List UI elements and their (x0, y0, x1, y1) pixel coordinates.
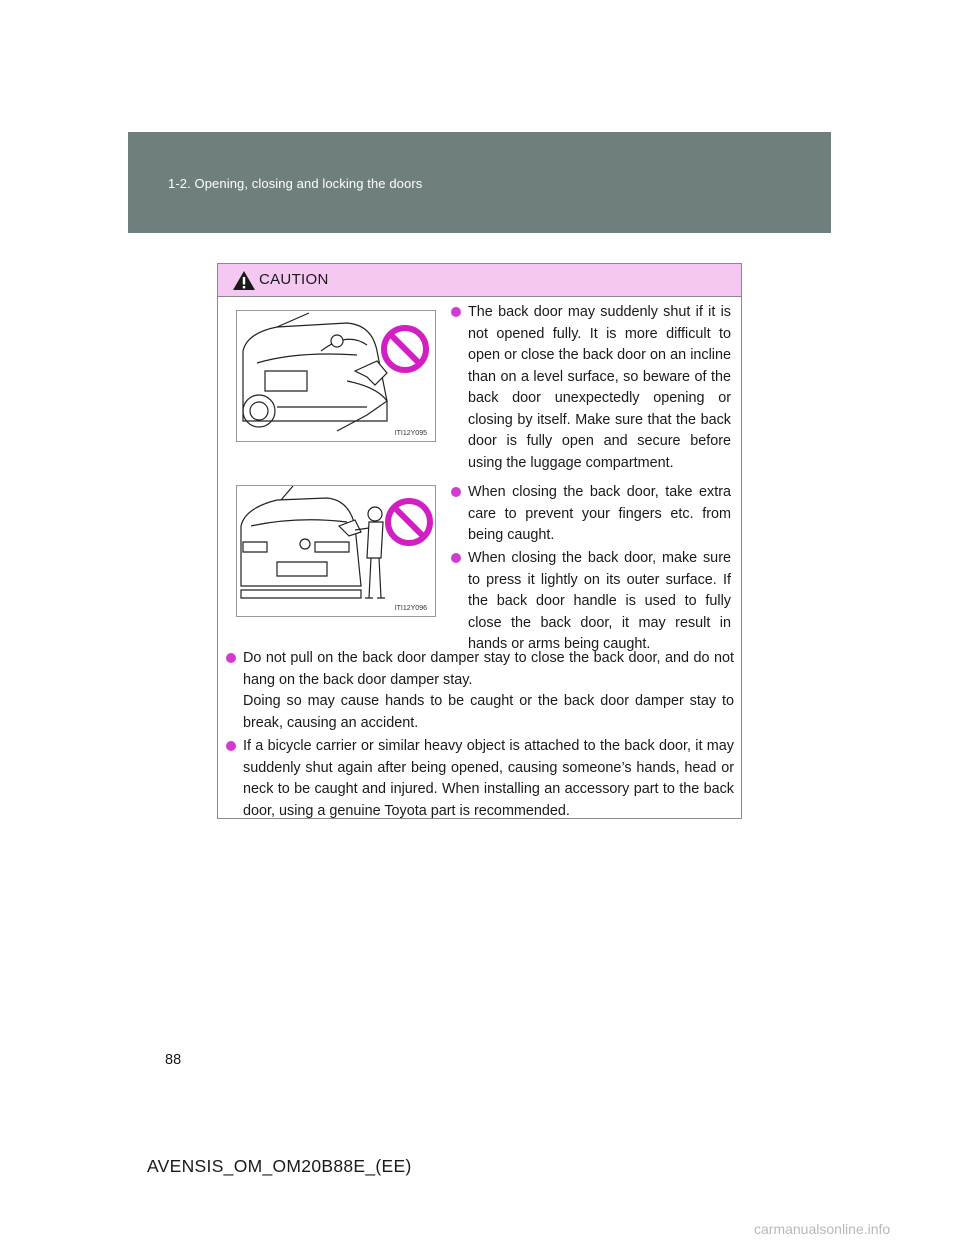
caution-bullet: When closing the back door, make sure to press it lightly on its outer surface. If the back door handle is used to fully close the back door, it may result in hands or arms being caught. (451, 548, 731, 656)
bullet-dot-icon (226, 653, 236, 663)
section-header-bar (128, 132, 831, 233)
prohibition-icon (388, 501, 430, 543)
car-rear-illustration (237, 311, 435, 441)
figure-code: ITI12Y095 (394, 430, 427, 437)
bullet-dot-icon (451, 487, 461, 497)
bullet-dot-icon (451, 307, 461, 317)
caution-label: CAUTION (259, 271, 329, 288)
bullet-dot-icon (451, 553, 461, 563)
caution-bullet: The back door may suddenly shut if it is not opened fully. It is more difficult to open or close the back door on an incline than on a level surface, so beware of the back door unexpectedly opening or closing by itself. Make sure that the back door is fully open and secure before using the luggage compartment. (451, 302, 731, 474)
caution-header (218, 264, 741, 297)
caution-bullet: Do not pull on the back door damper stay to close the back door, and do not hang on the back door damper stay. Doing so may cause hands to be caught or the back door damper stay to break, causing an accident. (226, 648, 734, 734)
illustration-back-door-opening (236, 310, 436, 442)
bullet-dot-icon (226, 741, 236, 751)
caution-bullet: If a bicycle carrier or similar heavy object is attached to the back door, it may suddenly shut again after being opened, causing someone’s hands, head or neck to be caught and injured. When installing an accessory part to the back door, using a genuine Toyota part is recommended. (226, 736, 734, 822)
watermark: carmanualsonline.info (754, 1221, 891, 1237)
car-rear-illustration (237, 486, 435, 616)
document-code: AVENSIS_OM_OM20B88E_(EE) (147, 1156, 412, 1176)
prohibition-icon (384, 328, 426, 370)
page-number: 88 (165, 1052, 182, 1068)
section-title: 1-2. Opening, closing and locking the doors (168, 176, 423, 191)
figure-code: ITI12Y096 (394, 605, 427, 612)
warning-triangle-icon (232, 270, 256, 291)
caution-box (217, 263, 742, 819)
illustration-back-door-closing (236, 485, 436, 617)
caution-bullet: When closing the back door, take extra care to prevent your fingers etc. from being caught. (451, 482, 731, 547)
